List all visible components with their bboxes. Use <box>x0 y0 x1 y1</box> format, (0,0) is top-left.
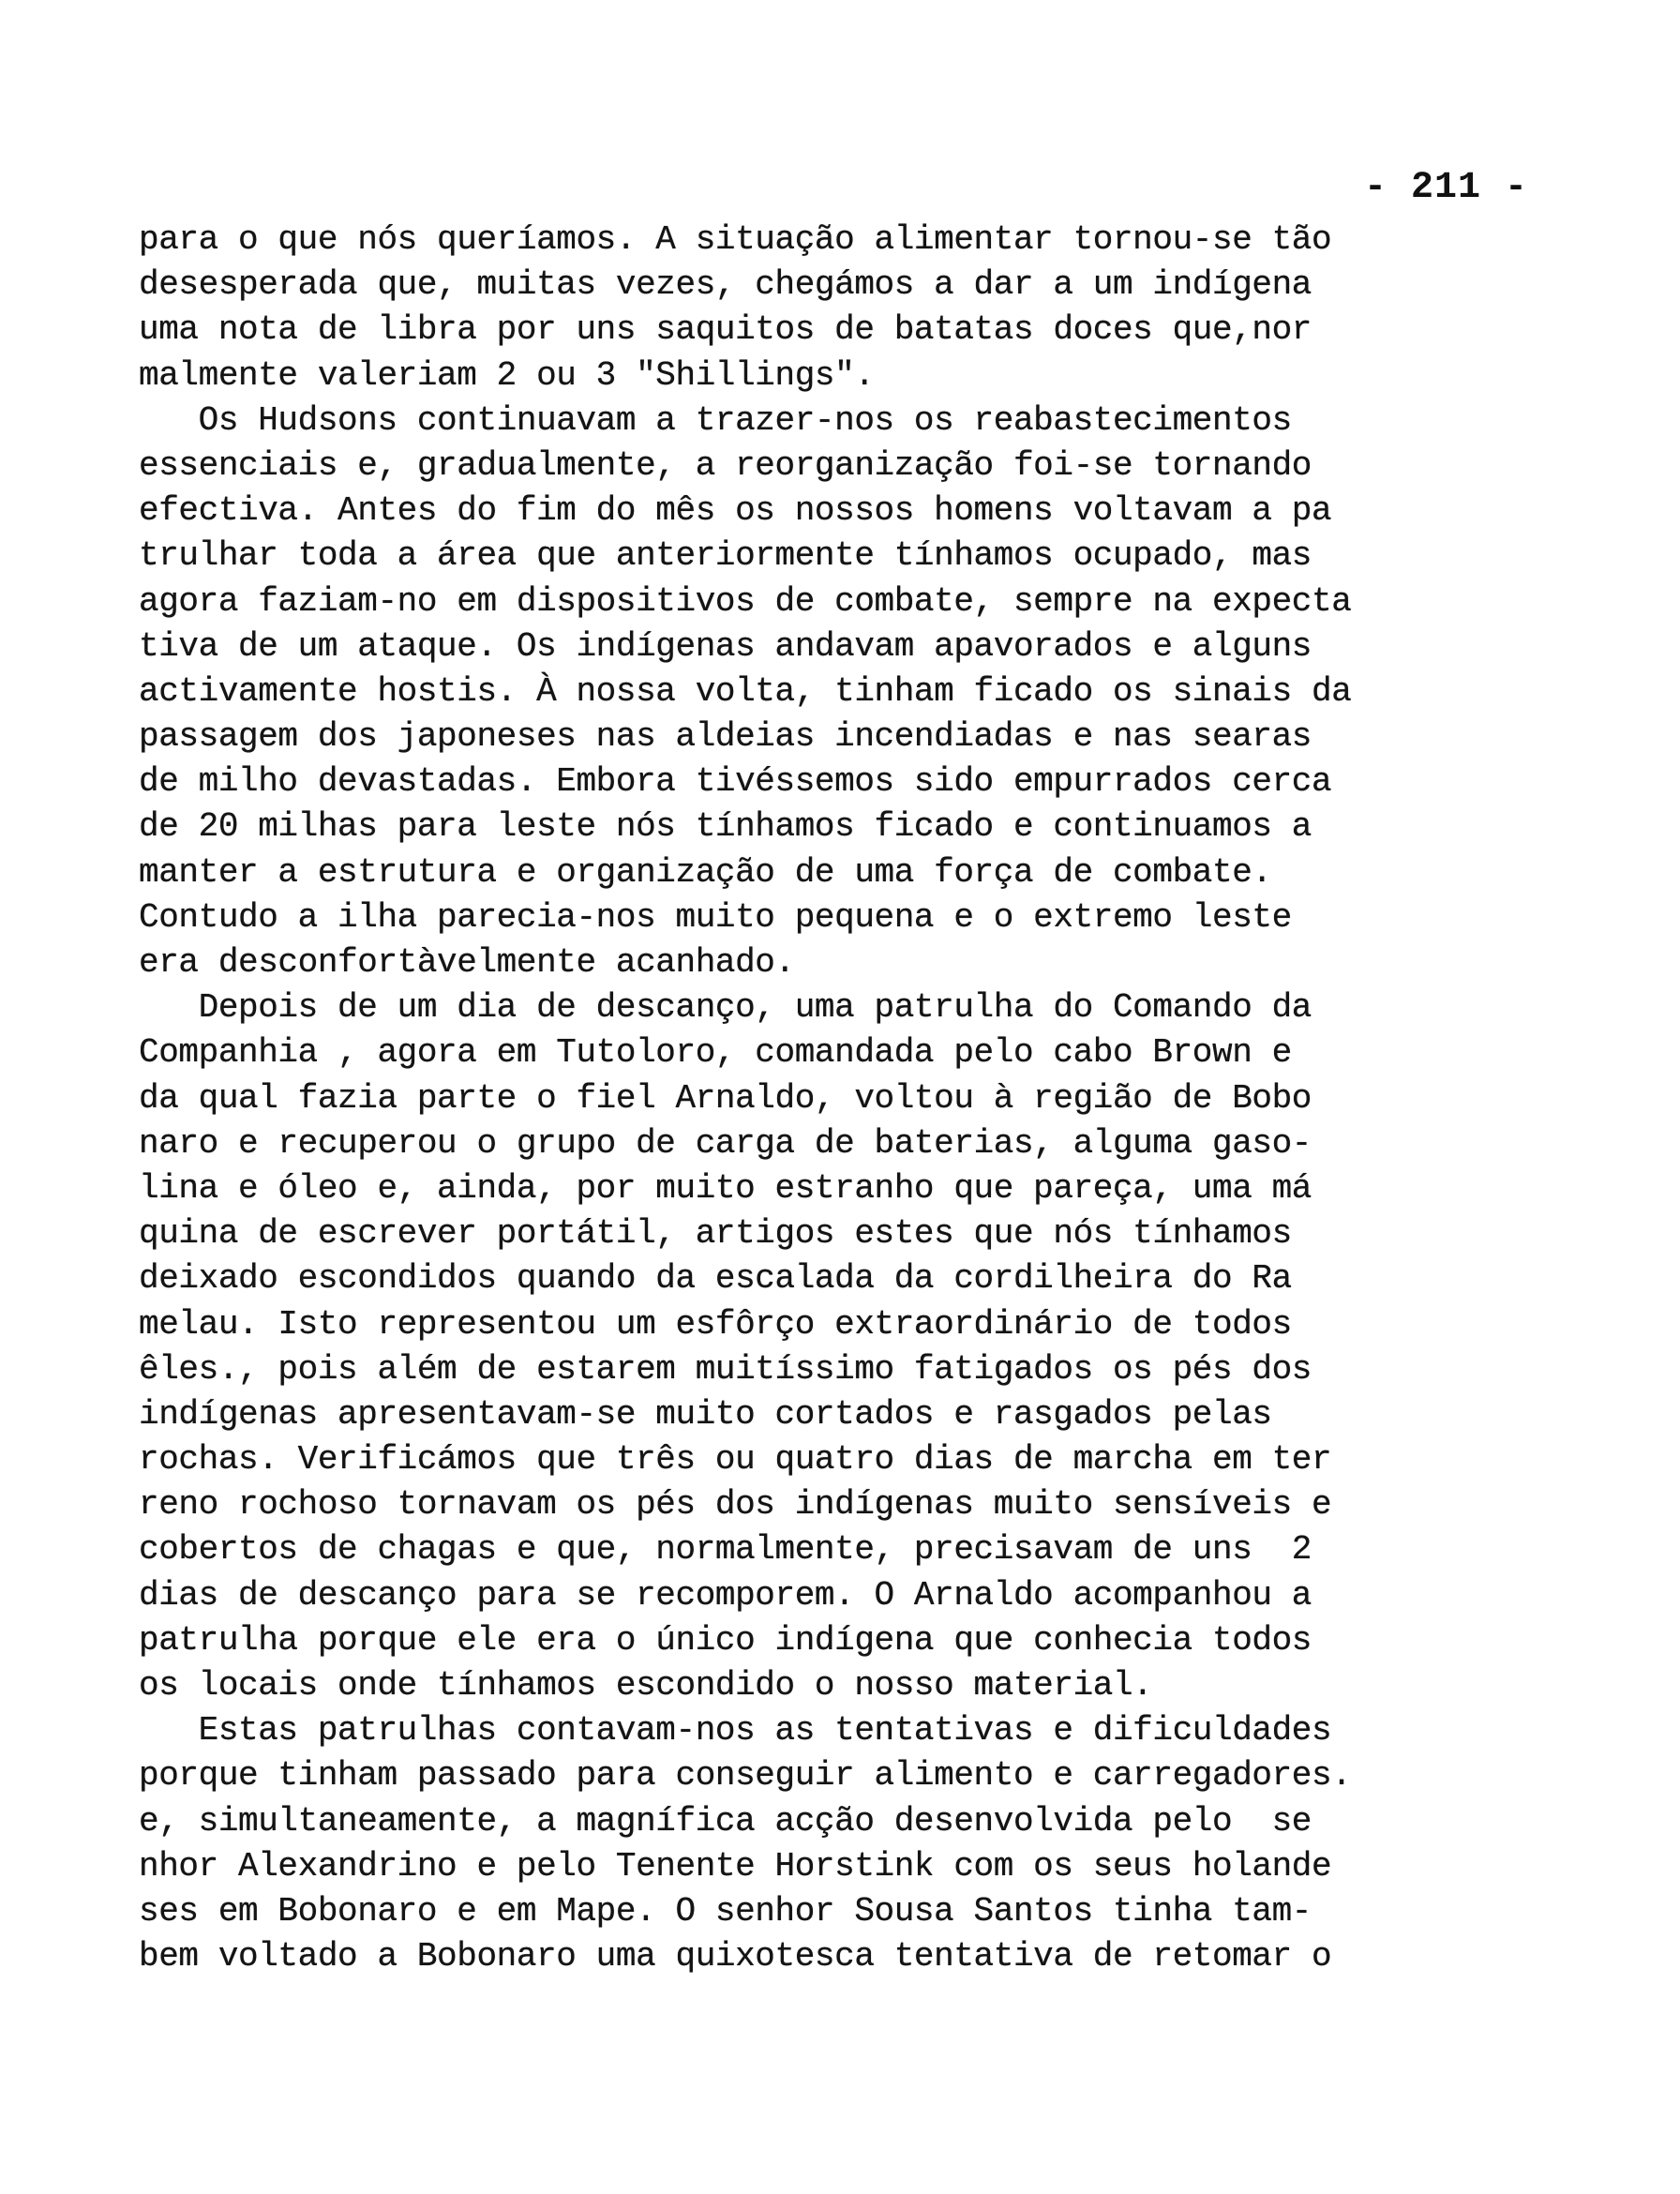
text-line: trulhar toda a área que anteriormente tínhamos ocupado, mas <box>139 536 1312 576</box>
text-line: nhor Alexandrino e pelo Tenente Horstink com os seus holande <box>139 1846 1332 1886</box>
text-line: e, simultaneamente, a magnífica acção desenvolvida pelo se <box>139 1801 1312 1841</box>
text-line: para o que nós queríamos. A situação alimentar tornou-se tão <box>139 220 1332 259</box>
text-line: tiva de um ataque. Os indígenas andavam apavorados e alguns <box>139 626 1312 666</box>
text-line: quina de escrever portátil, artigos estes que nós tínhamos <box>139 1214 1292 1254</box>
text-line: malmente valeriam 2 ou 3 "Shillings". <box>139 355 875 395</box>
body-text <box>139 218 1564 1979</box>
text-line: Depois de um dia de descanço, uma patrulha do Comando da <box>139 988 1312 1028</box>
text-line: desesperada que, muitas vezes, chegámos a dar a um indígena <box>139 265 1312 305</box>
text-line: reno rochoso tornavam os pés dos indígenas muito sensíveis e <box>139 1485 1332 1525</box>
text-line: melau. Isto representou um esfôrço extraordinário de todos <box>139 1304 1292 1344</box>
text-line: os locais onde tínhamos escondido o nosso material. <box>139 1666 1153 1705</box>
text-line: rochas. Verificámos que três ou quatro dias de marcha em ter <box>139 1440 1332 1480</box>
text-line: porque tinham passado para conseguir alimento e carregadores. <box>139 1756 1352 1796</box>
page-number: - 211 - <box>1364 167 1529 209</box>
text-line: naro e recuperou o grupo de carga de baterias, alguma gaso- <box>139 1123 1312 1163</box>
text-line: efectiva. Antes do fim do mês os nossos homens voltavam a pa <box>139 491 1332 531</box>
text-line: de 20 milhas para leste nós tínhamos ficado e continuamos a <box>139 807 1312 847</box>
text-line: uma nota de libra por uns saquitos de batatas doces que,nor <box>139 310 1312 350</box>
text-line: deixado escondidos quando da escalada da cordilheira do Ra <box>139 1259 1292 1299</box>
text-line: de milho devastadas. Embora tivéssemos sido empurrados cerca <box>139 762 1332 802</box>
text-line: passagem dos japoneses nas aldeias incendiadas e nas searas <box>139 717 1312 757</box>
text-line: Companhia , agora em Tutoloro, comandada pelo cabo Brown e <box>139 1033 1292 1073</box>
text-line: lina e óleo e, ainda, por muito estranho que pareça, uma má <box>139 1168 1312 1208</box>
text-line: era desconfortàvelmente acanhado. <box>139 943 795 982</box>
text-line: Os Hudsons continuavam a trazer-nos os reabastecimentos <box>139 400 1292 440</box>
text-line: essenciais e, gradualmente, a reorganização foi-se tornando <box>139 445 1312 485</box>
text-line: da qual fazia parte o fiel Arnaldo, voltou à região de Bobo <box>139 1078 1312 1118</box>
text-line: êles., pois além de estarem muitíssimo fatigados os pés dos <box>139 1349 1312 1389</box>
text-line: dias de descanço para se recomporem. O Arnaldo acompanhou a <box>139 1575 1312 1615</box>
text-line: Contudo a ilha parecia-nos muito pequena e o extremo leste <box>139 897 1292 937</box>
text-line: bem voltado a Bobonaro uma quixotesca tentativa de retomar o <box>139 1937 1332 1976</box>
text-line: Estas patrulhas contavam-nos as tentativas e dificuldades <box>139 1711 1332 1751</box>
text-line: ses em Bobonaro e em Mape. O senhor Sousa Santos tinha tam- <box>139 1891 1312 1931</box>
text-line: patrulha porque ele era o único indígena que conhecia todos <box>139 1620 1312 1660</box>
text-line: manter a estrutura e organização de uma força de combate. <box>139 852 1272 892</box>
text-line: indígenas apresentavam-se muito cortados e rasgados pelas <box>139 1394 1272 1434</box>
text-line: cobertos de chagas e que, normalmente, precisavam de uns 2 <box>139 1530 1312 1570</box>
text-line: activamente hostis. À nossa volta, tinham ficado os sinais da <box>139 671 1352 711</box>
text-line: agora faziam-no em dispositivos de combate, sempre na expecta <box>139 581 1352 621</box>
